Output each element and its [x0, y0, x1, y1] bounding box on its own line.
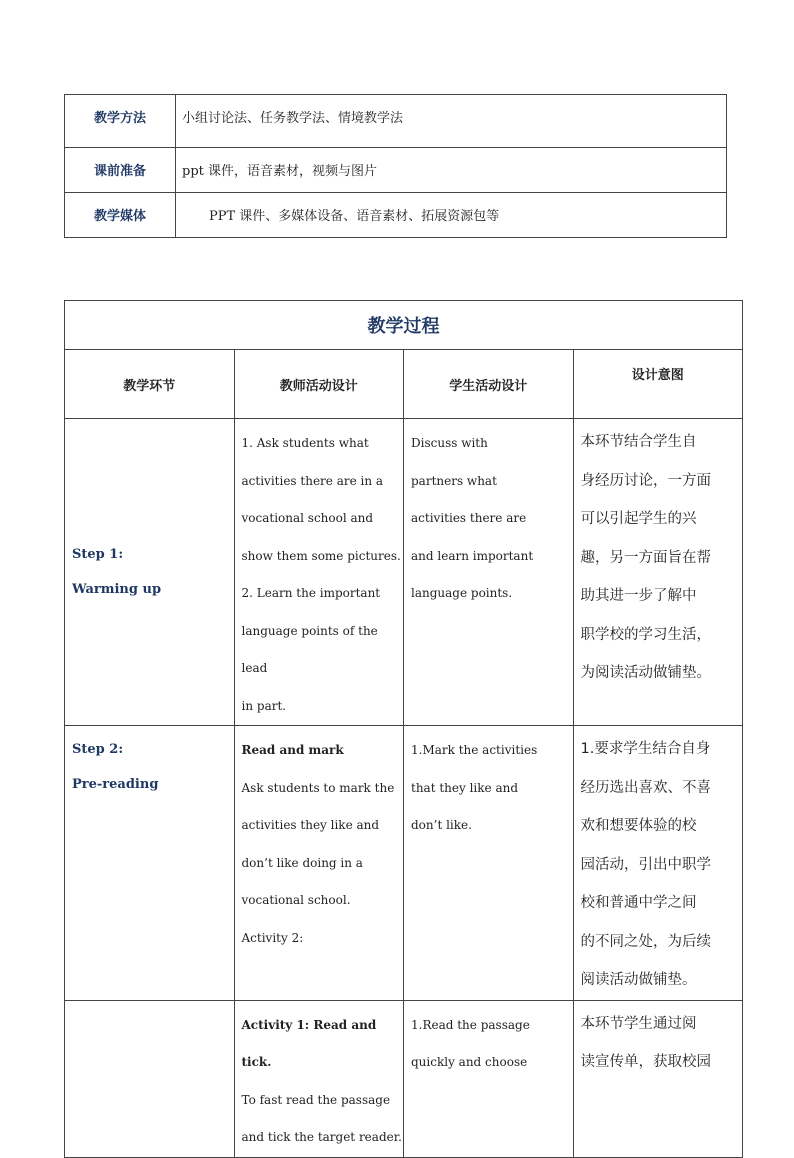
text-line: To fast read the passage and tick the target reader. — [241, 1092, 402, 1144]
text-line: Activity 2: — [241, 930, 304, 945]
info-row-method — [65, 95, 727, 148]
text-line: 助其进一步了解中 — [580, 588, 697, 604]
text-line: that they like and — [411, 780, 519, 795]
design-intent — [573, 726, 743, 1001]
info-row-media — [65, 193, 727, 238]
design-intent — [573, 419, 743, 726]
step-number: Step 1: — [72, 547, 124, 562]
text-line: 趣，另一方面旨在帮 — [580, 549, 711, 566]
info-label: 教学媒体 — [65, 193, 176, 238]
step-name: Warming up — [72, 582, 162, 597]
text-line: 本环节结合学生自 — [580, 434, 697, 450]
step-row-pre-reading — [65, 726, 743, 1001]
text-line: Ask students to mark the activities they like and — [241, 780, 395, 832]
process-table — [64, 300, 743, 1158]
student-activity — [404, 1000, 574, 1157]
info-value: 小组讨论法、任务教学法、情境教学法 — [176, 95, 727, 148]
process-title-row — [65, 301, 743, 350]
design-intent — [573, 1000, 743, 1157]
text-line: 读宣传单，获取校园 — [580, 1054, 711, 1070]
info-label: 教学方法 — [65, 95, 176, 148]
text-line: 身经历讨论，一方面 — [580, 472, 711, 489]
info-row-preparation — [65, 148, 727, 193]
activity-title: Read and mark — [241, 743, 344, 757]
text-line: 可以引起学生的兴 — [580, 511, 697, 527]
process-header-row — [65, 350, 743, 419]
step-row-warming-up — [65, 419, 743, 726]
header-teacher: 教师活动设计 — [234, 350, 404, 419]
step-label — [65, 419, 235, 726]
step-row-while-reading — [65, 1000, 743, 1157]
activity-title: Activity 1: Read and tick. — [241, 1017, 377, 1069]
text-line: 为阅读活动做铺垫。 — [580, 665, 711, 681]
text-line: and learn important — [411, 548, 534, 563]
step-label — [65, 726, 235, 1001]
text-line: 1.Read the passage — [411, 1017, 530, 1032]
text-line: 校和普通中学之间 — [580, 895, 697, 911]
header-stage: 教学环节 — [65, 350, 235, 419]
text-line: in part. — [241, 698, 287, 713]
text-line: quickly and choose — [411, 1055, 528, 1069]
text-line: 1.要求学生结合自身 — [580, 741, 711, 757]
text-line: 1. Ask students what activities there are in a — [241, 436, 384, 488]
text-line: language points. — [411, 586, 513, 600]
text-line: Discuss with — [411, 436, 488, 450]
teacher-activity — [234, 419, 404, 726]
header-student: 学生活动设计 — [404, 350, 574, 419]
step-number: Step 2: — [72, 742, 124, 757]
info-value: PPT 课件、多媒体设备、语音素材、拓展资源包等 — [176, 193, 727, 238]
student-activity — [404, 726, 574, 1001]
text-line: vocational school and show them some pictures. — [241, 511, 401, 563]
text-line: don’t like doing in a vocational school. — [241, 855, 363, 907]
text-line: 园活动，引出中职学 — [580, 856, 711, 873]
text-line: 经历选出喜欢、不喜 — [580, 779, 711, 796]
text-line: 欢和想要体验的校 — [580, 818, 697, 834]
text-line: don’t like. — [411, 818, 472, 832]
process-title: 教学过程 — [65, 301, 743, 350]
text-line: 的不同之处，为后续 — [580, 933, 711, 950]
text-line: 职学校的学习生活， — [580, 626, 711, 643]
step-label-empty — [65, 1000, 235, 1157]
teacher-activity — [234, 726, 404, 1001]
student-activity — [404, 419, 574, 726]
text-line: 2. Learn the important language points of the lead — [241, 586, 381, 675]
info-label: 课前准备 — [65, 148, 176, 193]
text-line: partners what — [411, 473, 497, 488]
text-line: 阅读活动做铺垫。 — [580, 972, 697, 988]
header-intent: 设计意图 — [573, 350, 743, 419]
teacher-activity — [234, 1000, 404, 1157]
info-value: ppt 课件，语音素材，视频与图片 — [176, 148, 727, 193]
text-line: activities there are — [411, 511, 527, 525]
info-table — [64, 94, 727, 238]
text-line: 本环节学生通过阅 — [580, 1015, 697, 1032]
text-line: 1.Mark the activities — [411, 743, 538, 757]
step-name: Pre-reading — [72, 777, 159, 792]
